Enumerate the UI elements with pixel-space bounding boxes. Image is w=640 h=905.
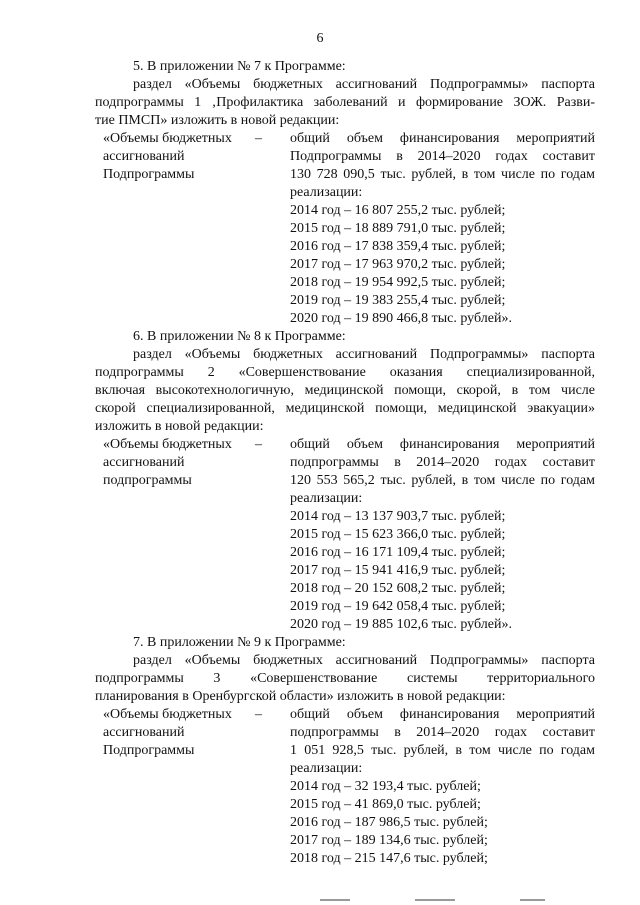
year-line: 2017 год – 189 134,6 тыс. рублей;	[290, 833, 488, 848]
section-heading: 7. В приложении № 9 к Программе:	[133, 635, 346, 650]
year-line: 2018 год – 19 954 992,5 тыс. рублей;	[290, 275, 506, 290]
dash: –	[255, 707, 262, 722]
dash: –	[255, 131, 262, 146]
section-paragraph	[95, 652, 595, 706]
budget-label	[95, 706, 255, 868]
label-line: ассигнований	[103, 725, 185, 740]
year-line: 2016 год – 16 171 109,4 тыс. рублей;	[290, 545, 506, 560]
section-5	[95, 58, 595, 328]
paragraph-line: подпрограммы 2 «Совершенствование оказания специализированной,	[95, 365, 595, 380]
year-line: 2018 год – 20 152 608,2 тыс. рублей;	[290, 581, 506, 596]
label-line: ассигнований	[103, 455, 185, 470]
paragraph-line: раздел «Объемы бюджетных ассигнований Подпрограммы» паспорта	[133, 653, 595, 668]
year-line: 2020 год – 19 885 102,6 тыс. рублей».	[290, 617, 512, 632]
value-line: подпрограммы в 2014–2020 годах составит	[290, 455, 595, 470]
section-paragraph	[95, 346, 595, 436]
value-line: реализации:	[290, 185, 363, 200]
year-line: 2017 год – 17 963 970,2 тыс. рублей;	[290, 257, 506, 272]
label-line: Подпрограммы	[103, 743, 195, 758]
year-line: 2014 год – 32 193,4 тыс. рублей;	[290, 779, 481, 794]
page-number: 6	[316, 31, 324, 46]
label-line: «Объемы бюджетных	[103, 707, 232, 722]
document-body	[95, 58, 595, 868]
paragraph-line: раздел «Объемы бюджетных ассигнований Подпрограммы» паспорта	[133, 347, 595, 362]
label-line: ассигнований	[103, 149, 185, 164]
paragraph-line: подпрограммы 3 «Совершенствование системы территориального	[95, 671, 595, 686]
year-line: 2014 год – 13 137 903,7 тыс. рублей;	[290, 509, 506, 524]
value-line: общий объем финансирования мероприятий	[290, 131, 595, 146]
section-6	[95, 328, 595, 634]
value-line: реализации:	[290, 491, 363, 506]
budget-value	[290, 130, 595, 328]
year-line: 2016 год – 187 986,5 тыс. рублей;	[290, 815, 488, 830]
budget-table	[95, 706, 595, 868]
year-line: 2016 год – 17 838 359,4 тыс. рублей;	[290, 239, 506, 254]
year-line: 2014 год – 16 807 255,2 тыс. рублей;	[290, 203, 506, 218]
budget-label	[95, 130, 255, 328]
value-line: реализации:	[290, 761, 363, 776]
paragraph-line: тие ПМСП» изложить в новой редакции:	[95, 113, 340, 128]
paragraph-line: планирования в Оренбургской области» изложить в новой редакции:	[95, 689, 506, 704]
paragraph-line: изложить в новой редакции:	[95, 419, 264, 434]
value-line: общий объем финансирования мероприятий	[290, 707, 595, 722]
dash: –	[255, 437, 262, 452]
year-line: 2019 год – 19 383 255,4 тыс. рублей;	[290, 293, 506, 308]
section-paragraph	[95, 76, 595, 130]
label-line: Подпрограммы	[103, 167, 195, 182]
year-line: 2019 год – 19 642 058,4 тыс. рублей;	[290, 599, 506, 614]
year-line: 2018 год – 215 147,6 тыс. рублей;	[290, 851, 488, 866]
year-line: 2015 год – 41 869,0 тыс. рублей;	[290, 797, 481, 812]
value-line: 130 728 090,5 тыс. рублей, в том числе по годам	[290, 167, 595, 182]
label-line: подпрограммы	[103, 473, 192, 488]
value-line: подпрограммы в 2014–2020 годах составит	[290, 725, 595, 740]
value-line: общий объем финансирования мероприятий	[290, 437, 595, 452]
paragraph-line: раздел «Объемы бюджетных ассигнований Подпрограммы» паспорта	[133, 77, 595, 92]
budget-label	[95, 436, 255, 634]
paragraph-line: включая высокотехнологичную, медицинской помощи, скорой, в том числе	[95, 383, 595, 398]
paragraph-line: подпрограммы 1 ‚Профилактика заболеваний и формирование ЗОЖ. Разви-	[95, 95, 595, 110]
paragraph-line: скорой специализированной, медицинской помощи, медицинской эвакуации»	[95, 401, 595, 416]
year-line: 2017 год – 15 941 416,9 тыс. рублей;	[290, 563, 506, 578]
budget-table	[95, 130, 595, 328]
label-line: «Объемы бюджетных	[103, 437, 232, 452]
year-line: 2015 год – 18 889 791,0 тыс. рублей;	[290, 221, 506, 236]
budget-value	[290, 436, 595, 634]
budget-table	[95, 436, 595, 634]
budget-value	[290, 706, 595, 868]
year-line: 2015 год – 15 623 366,0 тыс. рублей;	[290, 527, 506, 542]
year-line: 2020 год – 19 890 466,8 тыс. рублей».	[290, 311, 512, 326]
label-line: «Объемы бюджетных	[103, 131, 232, 146]
value-line: 120 553 565,2 тыс. рублей, в том числе по годам	[290, 473, 595, 488]
section-heading: 5. В приложении № 7 к Программе:	[133, 59, 346, 74]
scan-artifact-marks	[320, 899, 560, 905]
section-heading: 6. В приложении № 8 к Программе:	[133, 329, 346, 344]
section-7	[95, 634, 595, 868]
value-line: 1 051 928,5 тыс. рублей, в том числе по годам	[290, 743, 595, 758]
value-line: Подпрограммы в 2014–2020 годах составит	[290, 149, 595, 164]
